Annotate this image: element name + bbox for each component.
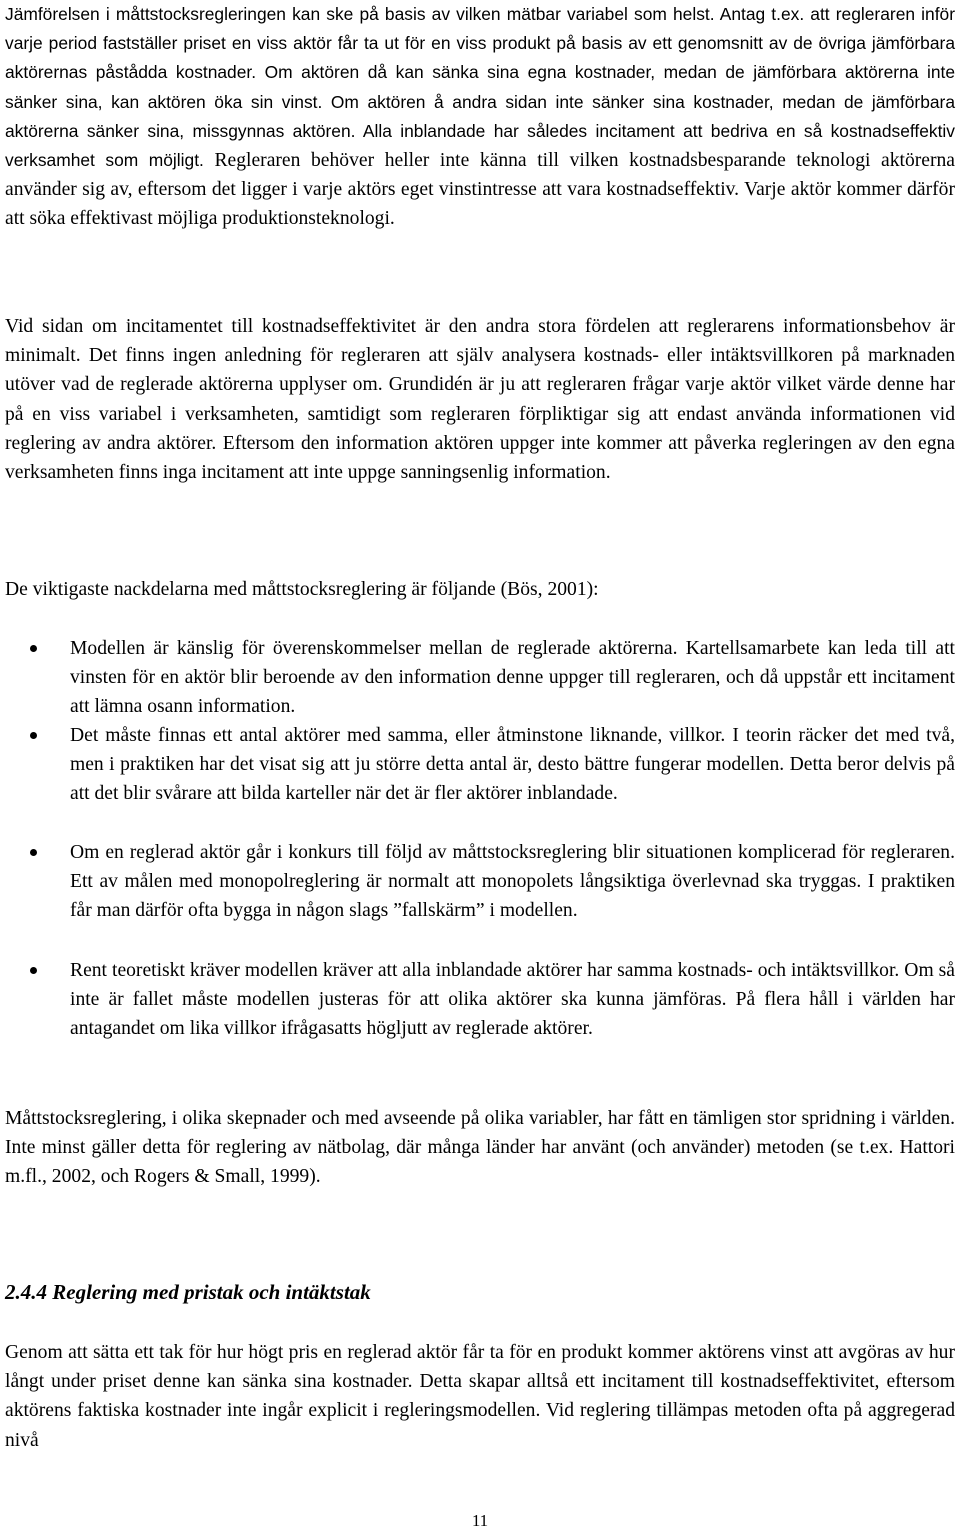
bullet-icon (30, 849, 37, 856)
bullet-icon (30, 645, 37, 652)
list-item-text: Det måste finnas ett antal aktörer med samma, eller åtminstone liknande, villkor. I teorin räcker det med två, men i praktiken har det visat sig att ju större detta antal är, desto bättre fungerar modellen. Detta beror delvis på att det blir svårare att bilda karteller när det är fler aktörer inblandade. (70, 725, 955, 805)
paragraph-benchmark-spread: Måttstocksreglering, i olika skepnader och med avseende på olika variabler, har fått en tämligen stor spridning i världen. Inte minst gäller detta för reglering av nätbolag, där många länder har använt (och använder) metoden (se t.ex. Hattori m.fl., 2002, och Rogers & Small, 1999). (5, 1108, 955, 1188)
paragraph-serif-segment: Regleraren behöver heller inte känna till vilken kostnadsbesparande teknologi aktörerna använder sig av, eftersom det ligger i varje aktörs eget vinstintresse att vara kostnadseffektiv. Varje aktör kommer därför att söka effektivast möjliga produktionsteknologi. (5, 150, 956, 230)
list-item-text: Rent teoretiskt kräver modellen kräver att alla inblandade aktörer har samma kostnads- och intäktsvillkor. Om så inte är fallet måste modellen justeras för att olika aktörer ska kunna jämföras. På flera håll i världen har antagandet om lika villkor ifrågasatts högljutt av reglerade aktörer. (70, 960, 955, 1040)
paragraph-disadvantages-intro: De viktigaste nackdelarna med måttstocksreglering är följande (Bös, 2001): (5, 579, 599, 600)
section-heading: 2.4.4 Reglering med pristak och intäktstak (5, 1280, 371, 1304)
bullet-icon (30, 732, 37, 739)
list-item-text: Modellen är känslig för överenskommelser mellan de reglerade aktörerna. Kartellsamarbete kan leda till att vinsten för en aktör blir beroende av den information denne uppger till regleraren, och då uppstår ett incitament att lämna osann information. (70, 638, 955, 718)
paragraph-price-cap: Genom att sätta ett tak för hur högt pris en reglerad aktör får ta för en produkt kommer aktörens vinst att avgöras av hur långt under priset denne kan sänka sina kostnader. Detta skapar alltså ett incitament till kostnadseffektivitet, eftersom aktörens faktiska kostnader inte ingår explicit i regleringsmodellen. Vid reglering tillämpas metoden ofta på aggregerad nivå (5, 1342, 955, 1451)
list-item (5, 838, 955, 926)
list-item (5, 634, 955, 722)
list-item-text: Om en reglerad aktör går i konkurs till följd av måttstocksreglering blir situationen komplicerad för regleraren. Ett av målen med monopolreglering är normalt att monopolets långsiktiga överlevnad ska tryggas. I praktiken får man därför ofta bygga in någon slags ”fallskärm” i modellen. (70, 842, 955, 922)
list-item (5, 956, 955, 1044)
list-item (5, 721, 955, 809)
paragraph-sans-segment: Jämförelsen i måttstocksregleringen kan ske på basis av vilken mätbar variabel som helst. Antag t.ex. att regleraren inför varje period fastställer priset en viss aktör får ta ut för en viss produkt på basis av ett genomsnitt av de övriga jämförbara aktörernas påstådda kostnader. Om aktören då kan sänka sina egna kostnader, medan de jämförbara aktörerna inte sänker sina, kan aktören öka sin vinst. Om aktören å andra sidan inte sänker sina kostnader, medan de jämförbara aktörerna sänker sina, missgynnas aktören. Alla inblandade har således incitament att bedriva en så kostnadseffektiv verksamhet som möjligt. (5, 4, 955, 171)
paragraph-benchmark-intro (5, 0, 955, 234)
page-number: 11 (471, 1511, 489, 1530)
bullet-icon (30, 967, 37, 974)
paragraph-information-need: Vid sidan om incitamentet till kostnadseffektivitet är den andra stora fördelen att reglerarens informationsbehov är minimalt. Det finns ingen anledning för regleraren att själv analysera kostnads- eller intäktsvillkoren på marknaden utöver vad de reglerade aktörerna upplyser om. Grundidén är ju att regleraren frågar varje aktör vilket värde denne har på en viss variabel i verksamheten, samtidigt som regleraren förpliktigar sig att endast använda informationen vid reglering av andra aktörer. Eftersom den information aktören uppger inte kommer att påverka regleringen av den egna verksamheten finns inga incitament att inte uppge sanningsenlig information. (5, 316, 955, 484)
